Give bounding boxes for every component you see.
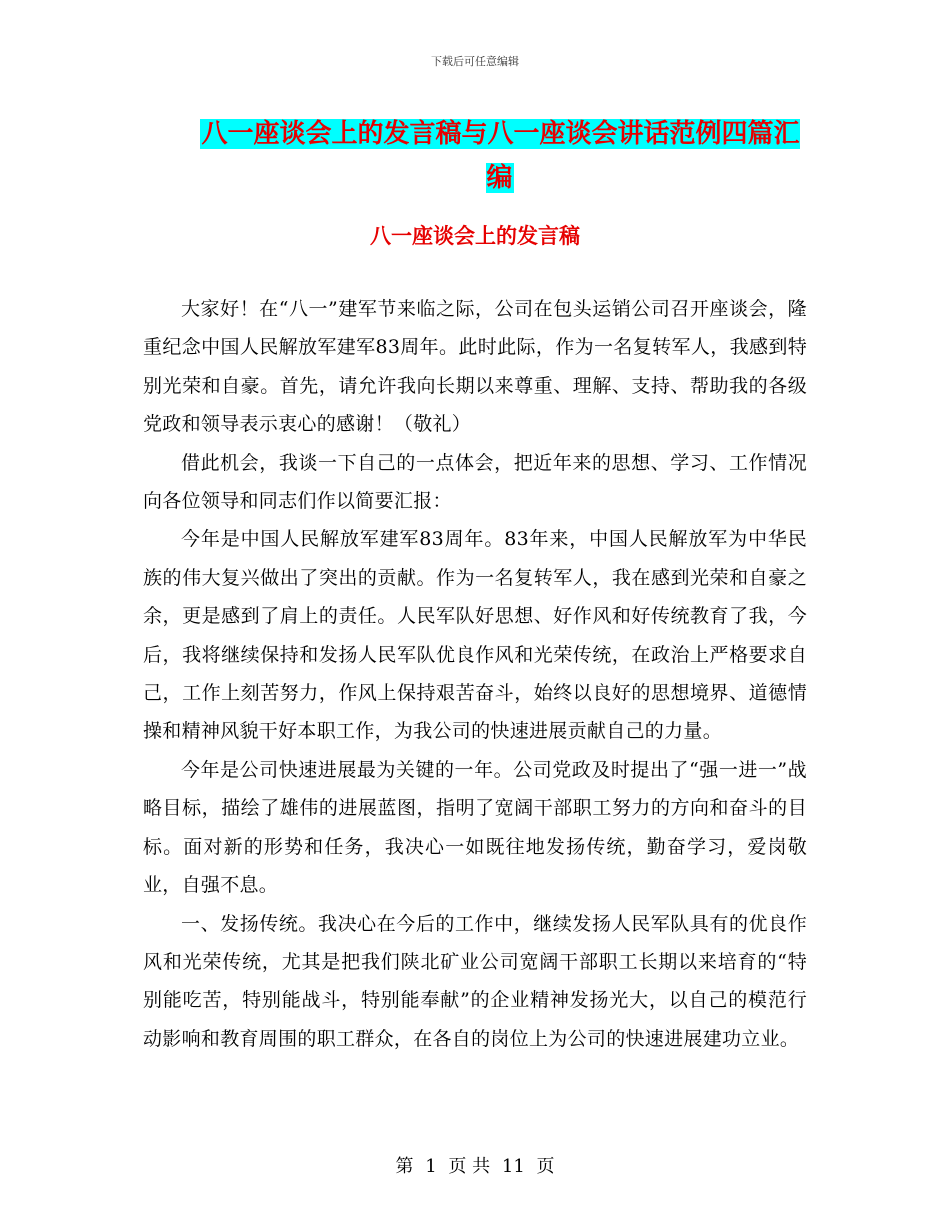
page-footer — [0, 1152, 950, 1178]
header-note: 下载后可任意编辑 — [431, 55, 519, 68]
document-title — [195, 112, 805, 200]
page-suffix: 页 — [536, 1156, 555, 1177]
page-number: 1 — [425, 1156, 437, 1177]
paragraph-1: 大家好！在“八一”建军节来临之际，公司在包头运销公司召开座谈会，隆重纪念中国人民解放军建军83周年。此时此际，作为一名复转军人，我感到特别光荣和自豪。首先，请允许我向长期以来尊重、理解、支持、帮助我的各级党政和领导表示衷心的感谢！（敬礼） — [143, 298, 807, 436]
section-title: 八一座谈会上的发言稿 — [370, 224, 580, 248]
page-total: 11 — [501, 1156, 525, 1177]
document-body — [143, 290, 807, 1058]
document-title-text: 八一座谈会上的发言稿与八一座谈会讲话范例四篇汇编 — [201, 119, 800, 193]
paragraph-4: 今年是公司快速进展最为关键的一年。公司党政及时提出了“强一进一”战略目标，描绘了雄伟的进展蓝图，指明了宽阔干部职工努力的方向和奋斗的目标。面对新的形势和任务，我决心一如既往地发扬传统，勤奋学习，爱岗敬业，自强不息。 — [143, 758, 807, 897]
paragraph-5: 一、发扬传统。我决心在今后的工作中，继续发扬人民军队具有的优良作风和光荣传统，尤其是把我们陕北矿业公司宽阔干部职工长期以来培育的“特别能吃苦，特别能战斗，特别能奉献”的企业精神发扬光大，以自己的模范行动影响和教育周围的职工群众，在各自的岗位上为公司的快速进展建功立业。 — [143, 912, 807, 1050]
page-prefix: 第 — [395, 1156, 414, 1177]
paragraph-3: 今年是中国人民解放军建军83周年。83年来，中国人民解放军为中华民族的伟大复兴做出了突出的贡献。作为一名复转军人，我在感到光荣和自豪之余，更是感到了肩上的责任。人民军队好思想、好作风和好传统教育了我，今后，我将继续保持和发扬人民军队优良作风和光荣传统，在政治上严格要求自己，工作上刻苦努力，作风上保持艰苦奋斗，始终以良好的思想境界、道德情操和精神风貌干好本职工作，为我公司的快速进展贡献自己的力量。 — [143, 528, 807, 743]
page-mid: 页 共 — [448, 1156, 491, 1177]
paragraph-2: 借此机会，我谈一下自己的一点体会，把近年来的思想、学习、工作情况向各位领导和同志们作以简要汇报： — [143, 451, 807, 513]
